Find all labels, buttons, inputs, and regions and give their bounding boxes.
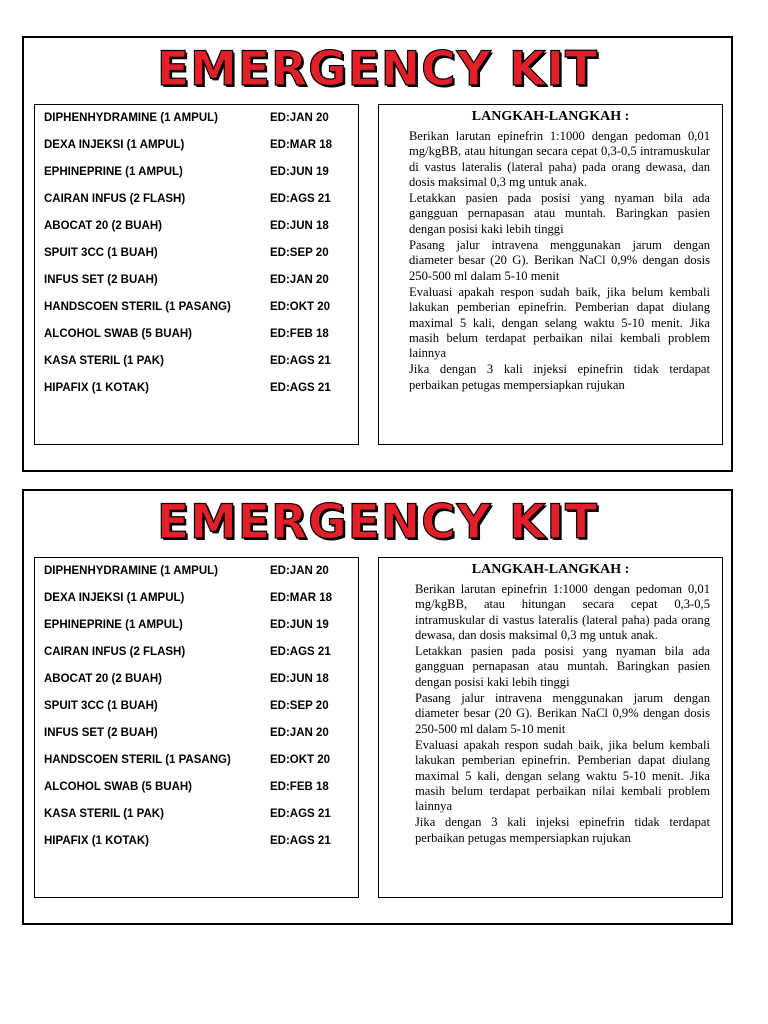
item-list-box: [34, 104, 359, 445]
item-name: ABOCAT 20 (2 BUAH): [44, 673, 162, 685]
item-list-box: [34, 557, 359, 898]
item-expiry: ED:FEB 18: [270, 328, 329, 340]
item-expiry: ED:JAN 20: [270, 274, 329, 286]
item-expiry: ED:FEB 18: [270, 781, 329, 793]
step-paragraph: Jika dengan 3 kali injeksi epinefrin tidak terdapat perbaikan petugas mempersiapkan rujukan: [415, 815, 710, 845]
steps-body: [409, 129, 710, 393]
item-row: [44, 754, 349, 774]
item-name: KASA STERIL (1 PAK): [44, 808, 164, 820]
item-name: CAIRAN INFUS (2 FLASH): [44, 193, 186, 205]
item-name: HIPAFIX (1 KOTAK): [44, 835, 149, 847]
steps-body: [415, 582, 710, 846]
item-row: [44, 835, 349, 855]
item-name: ALCOHOL SWAB (5 BUAH): [44, 781, 193, 793]
step-paragraph: Evaluasi apakah respon sudah baik, jika belum kembali lakukan pemberian epinefrin. Pemberian dapat diulang maximal 5 kali, dengan selang waktu 5-10 menit. Jika masih belum terdapat perbaikan nilai kembali problem lainnya: [409, 284, 710, 361]
item-expiry: ED:SEP 20: [270, 247, 329, 259]
item-expiry: ED:AGS 21: [270, 835, 331, 847]
item-row: [44, 619, 349, 639]
step-paragraph: Evaluasi apakah respon sudah baik, jika belum kembali lakukan pemberian epinefrin. Pemberian dapat diulang maximal 5 kali, dengan selang waktu 5-10 menit. Jika masih belum terdapat perbaikan nilai kembali problem lainnya: [415, 737, 710, 814]
item-name: ABOCAT 20 (2 BUAH): [44, 220, 162, 232]
item-row: [44, 220, 349, 240]
card-title: EMERGENCY KIT: [156, 42, 599, 97]
item-name: HANDSCOEN STERIL (1 PASANG): [44, 301, 231, 313]
item-name: DEXA INJEKSI (1 AMPUL): [44, 592, 185, 604]
item-name: EPHINEPRINE (1 AMPUL): [44, 166, 183, 178]
card-title: EMERGENCY KIT: [156, 495, 599, 550]
item-name: DIPHENHYDRAMINE (1 AMPUL): [44, 112, 218, 124]
step-paragraph: Jika dengan 3 kali injeksi epinefrin tidak terdapat perbaikan petugas mempersiapkan rujukan: [409, 362, 710, 392]
item-name: CAIRAN INFUS (2 FLASH): [44, 646, 186, 658]
step-paragraph: Pasang jalur intravena menggunakan jarum dengan diameter besar (20 G). Berikan NaCl 0,9% dengan dosis 250-500 ml dalam 5-10 menit: [415, 691, 710, 736]
item-name: EPHINEPRINE (1 AMPUL): [44, 619, 183, 631]
item-expiry: ED:AGS 21: [270, 646, 331, 658]
step-paragraph: Pasang jalur intravena menggunakan jarum dengan diameter besar (20 G). Berikan NaCl 0,9% dengan dosis 250-500 ml dalam 5-10 menit: [409, 238, 710, 283]
item-row: [44, 781, 349, 801]
item-name: DIPHENHYDRAMINE (1 AMPUL): [44, 565, 218, 577]
item-name: SPUIT 3CC (1 BUAH): [44, 700, 158, 712]
item-expiry: ED:AGS 21: [270, 808, 331, 820]
item-row: [44, 166, 349, 186]
item-name: HIPAFIX (1 KOTAK): [44, 382, 149, 394]
item-row: [44, 727, 349, 747]
step-paragraph: Letakkan pasien pada posisi yang nyaman bila ada gangguan pernapasan atau muntah. Baringkan pasien dengan posisi kaki lebih tinggi: [409, 191, 710, 236]
item-name: SPUIT 3CC (1 BUAH): [44, 247, 158, 259]
item-row: [44, 646, 349, 666]
item-expiry: ED:OKT 20: [270, 754, 331, 766]
item-expiry: ED:MAR 18: [270, 139, 332, 151]
steps-heading: LANGKAH-LANGKAH :: [471, 109, 630, 124]
item-name: ALCOHOL SWAB (5 BUAH): [44, 328, 193, 340]
item-expiry: ED:JUN 18: [270, 220, 329, 232]
item-expiry: ED:JAN 20: [270, 727, 329, 739]
item-row: [44, 112, 349, 132]
item-expiry: ED:AGS 21: [270, 193, 331, 205]
item-row: [44, 355, 349, 375]
item-row: [44, 274, 349, 294]
steps-box: [378, 557, 723, 898]
item-expiry: ED:JAN 20: [270, 112, 329, 124]
item-name: DEXA INJEKSI (1 AMPUL): [44, 139, 185, 151]
item-row: [44, 673, 349, 693]
item-expiry: ED:JUN 19: [270, 619, 329, 631]
item-row: [44, 247, 349, 267]
item-expiry: ED:SEP 20: [270, 700, 329, 712]
item-row: [44, 808, 349, 828]
item-expiry: ED:AGS 21: [270, 355, 331, 367]
item-row: [44, 139, 349, 159]
item-expiry: ED:JAN 20: [270, 565, 329, 577]
item-expiry: ED:JUN 18: [270, 673, 329, 685]
step-paragraph: Letakkan pasien pada posisi yang nyaman bila ada gangguan pernapasan atau muntah. Baringkan pasien dengan posisi kaki lebih tinggi: [415, 644, 710, 689]
item-expiry: ED:AGS 21: [270, 382, 331, 394]
emergency-kit-card-2: [22, 489, 733, 925]
item-row: [44, 382, 349, 402]
item-row: [44, 592, 349, 612]
item-row: [44, 301, 349, 321]
item-row: [44, 328, 349, 348]
steps-heading: LANGKAH-LANGKAH :: [471, 562, 630, 577]
item-name: KASA STERIL (1 PAK): [44, 355, 164, 367]
item-row: [44, 700, 349, 720]
item-expiry: ED:OKT 20: [270, 301, 331, 313]
step-paragraph: Berikan larutan epinefrin 1:1000 dengan pedoman 0,01 mg/kgBB, atau hitungan secara cepat 0,3-0,5 intramuskular di vastus lateralis (lateral paha) pada orang dewasa, dan dosis maksimal 0,3 mg untuk anak.: [415, 582, 710, 642]
emergency-kit-card-1: [22, 36, 733, 472]
item-name: HANDSCOEN STERIL (1 PASANG): [44, 754, 231, 766]
item-expiry: ED:JUN 19: [270, 166, 329, 178]
step-paragraph: Berikan larutan epinefrin 1:1000 dengan pedoman 0,01 mg/kgBB, atau hitungan secara cepat 0,3-0,5 intramuskular di vastus lateralis (lateral paha) pada orang dewasa, dan dosis maksimal 0,3 mg untuk anak.: [409, 129, 710, 189]
item-expiry: ED:MAR 18: [270, 592, 332, 604]
item-name: INFUS SET (2 BUAH): [44, 274, 158, 286]
item-name: INFUS SET (2 BUAH): [44, 727, 158, 739]
steps-box: [378, 104, 723, 445]
item-row: [44, 565, 349, 585]
item-row: [44, 193, 349, 213]
